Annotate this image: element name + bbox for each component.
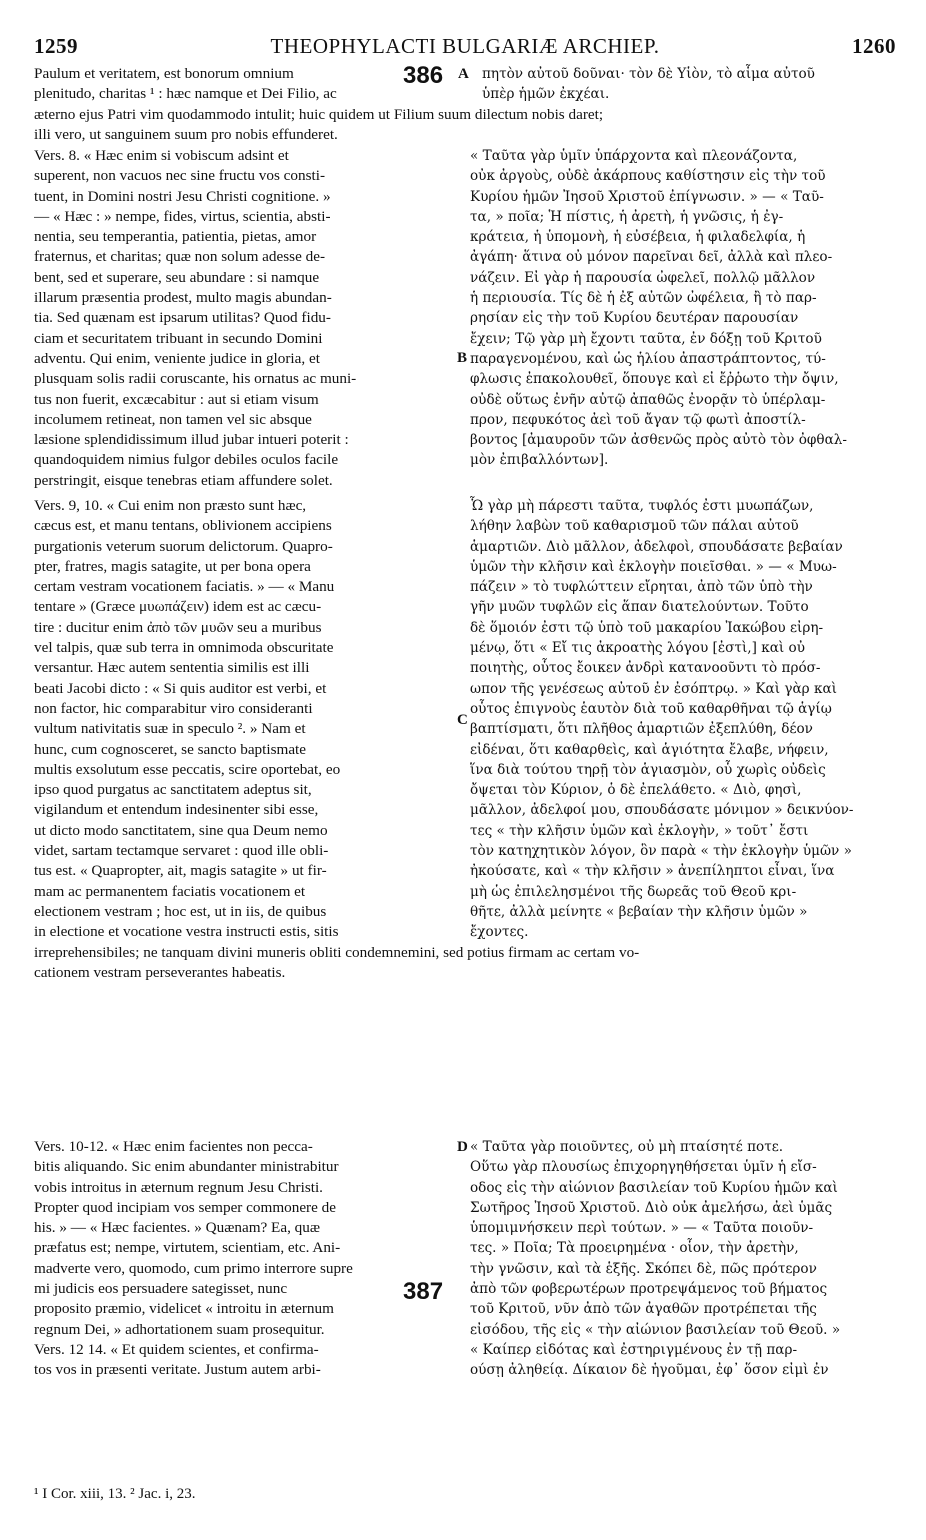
- text-line: irreprehensibiles; ne tanquam divini muneris obliti condemnemini, sed potius firmam ac certam vo-: [34, 943, 640, 961]
- top-greek-block: [482, 64, 906, 105]
- text-line: vobis introitus in æternum regnum Jesu Christi.: [34, 1178, 323, 1196]
- text-line: in electione et vocatione vestra instructi estis, sitis: [34, 923, 339, 941]
- text-line: οὐκ ἀργοὺς, οὐδὲ ἀκάρπους καθίστησιν εἰς τὴν τοῦ: [470, 168, 826, 185]
- text-line: perstringit, eisque tenebras etiam affundere solet.: [34, 471, 333, 489]
- text-line: vultum nativitatis suæ in speculo ². » Nam et: [34, 720, 306, 738]
- text-line: Κυρίου ἡμῶν Ἰησοῦ Χριστοῦ ἐπίγνωσιν. » — « Ταῦ-: [470, 188, 824, 205]
- section2-full-lines: [34, 943, 890, 984]
- text-line: ὑμῶν τὴν κλῆσιν καὶ ἐκλογὴν ποιεῖσθαι. » — « Μυω-: [470, 558, 837, 575]
- text-line: non factor, hic comparabitur viro consideranti: [34, 699, 313, 717]
- text-line: Ὧ γὰρ μὴ πάρεστι ταῦτα, τυφλός ἐστι μυωπάζων,: [470, 498, 814, 514]
- section3-latin: [34, 1137, 454, 1381]
- text-line: tuent, in Domini nostri Jesu Christi cognitione. »: [34, 187, 331, 205]
- text-line: οὗτος ἐπιγνοὺς ἑαυτὸν διὰ τοῦ καθαρθῆναι τῷ ἁγίῳ: [470, 700, 832, 717]
- text-line: purgationis veterum suorum delictorum. Quapro-: [34, 537, 333, 555]
- text-line: οὐδὲ οὕτως ἐνῆν αὐτῷ ἀπαθῶς ἐνορᾷν τὸ ὑπέρλαμ-: [470, 391, 826, 408]
- text-line: μένῳ, ὅτι « Εἴ τις ἀκροατὴς λόγου [ἐστὶ,] καὶ οὐ: [470, 640, 805, 657]
- text-line: πάζειν » τὸ τυφλώττειν εἴρηται, ἀπὸ τῶν ὑπὸ τὴν: [470, 579, 813, 596]
- text-line: regnum Dei, » adhortationem suam prosequitur.: [34, 1320, 325, 1338]
- text-line: incolumem retineat, non tamen vel sic absque: [34, 410, 312, 428]
- page-number-right: 1260: [852, 34, 896, 58]
- text-line: fraternus, et charitas; quæ non solum adesse de-: [34, 248, 326, 266]
- text-line: ἔχοντες.: [470, 924, 529, 941]
- text-line: cæcus est, et manu tentans, oblivionem accipiens: [34, 517, 332, 535]
- section2-latin: [34, 496, 454, 943]
- text-line: ipso quod purgatus ac sanctitatem adeptus sit,: [34, 781, 312, 799]
- text-line: ἁμαρτιῶν. Διὸ μᾶλλον, ἀδελφοὶ, σπουδάσατε βεβαίαν: [470, 538, 843, 555]
- text-line: ἠκούσατε, καὶ « τὴν κλῆσιν » ἀνεπίληπτοι εἶναι, ἵνα: [470, 863, 835, 880]
- text-line: μὸν ἐπιβαλλόντων].: [470, 452, 609, 469]
- text-line: ρησίαν εἰς τὴν τοῦ Κυρίου δευτέραν παρουσίαν: [470, 310, 799, 327]
- text-line: Vers. 9, 10. « Cui enim non præsto sunt hæc,: [34, 497, 307, 514]
- text-line: ούσῃ ἀληθείᾳ. Δίκαιον δὲ ἡγοῦμαι, ἐφ᾽ ὅσον εἰμὶ ἐν: [470, 1362, 829, 1379]
- text-line: εἰσόδου, τῆς εἰς « τὴν αἰώνιον βασιλείαν τοῦ Θεοῦ. »: [470, 1321, 841, 1338]
- margin-letter: C: [457, 712, 468, 728]
- text-line: vel talpis, quæ sub terra in omnimoda obscuritate: [34, 639, 334, 657]
- margin-letter: A: [458, 66, 469, 82]
- text-line: videt, sartam tectamque servaret : quod ille obli-: [34, 842, 329, 860]
- text-line: τα, » ποῖα; Ἡ πίστις, ἡ ἀρετὴ, ἡ γνῶσις, ἡ ἐγ-: [470, 208, 784, 225]
- text-line: cationem vestram perseverantes habeatis.: [34, 963, 286, 981]
- text-line: ὑπὲρ ἡμῶν ἐκχέαι.: [482, 86, 610, 103]
- text-line: ἀγάπη· ἅτινα οὐ μόνον παρεῖναι δεῖ, ἀλλὰ καὶ πλεο-: [470, 249, 833, 266]
- text-line: ἔχειν; Τῷ γὰρ μὴ ἔχοντι ταῦτα, ἐν δόξῃ τοῦ Κριτοῦ: [470, 330, 822, 347]
- running-header: [34, 34, 896, 60]
- text-line: δὲ ὅμοιόν ἐστι τῷ ὑπὸ τοῦ μακαρίου Ἰακώβου εἰρη-: [470, 619, 824, 636]
- text-line: βοντος [ἀμαυροῦν τῶν ἀσθενῶς πρὸς αὐτὸ τὸν ὀφθαλ-: [470, 432, 847, 449]
- text-line: ποιητὴς, οὗτος ἔοικεν ἀνδρὶ κατανοοῦντι τὸ πρόσ-: [470, 660, 821, 677]
- text-line: illi vero, ut sanguinem suum pro nobis effunderet.: [34, 125, 338, 143]
- text-line: quandoquidem nimius fulgor debiles oculos facile: [34, 451, 339, 469]
- text-line: læsione splendidissimum illud jubar intueri poterit :: [34, 431, 349, 449]
- column-number: 387: [403, 1278, 444, 1305]
- text-line: plenitudo, charitas ¹ : hæc namque et Dei Filio, ac: [34, 85, 337, 103]
- text-line: bent, sed et superare, seu abundare : si namque: [34, 268, 320, 286]
- page-number-left: 1259: [34, 34, 78, 58]
- text-line: nentia, seu temperantia, patientia, pietas, amor: [34, 228, 317, 246]
- text-line: παραγενομένου, καὶ ὡς ἡλίου ἀπαστράπτοντος, τύ-: [470, 350, 826, 367]
- text-line: adventu. Qui enim, veniente judice in gloria, et: [34, 349, 320, 367]
- column-number: 386: [403, 62, 444, 89]
- text-line: certam vestram vocationem faciatis. » — « Manu: [34, 578, 335, 596]
- text-line: bitis aliquando. Sic enim abundanter ministrabitur: [34, 1158, 339, 1176]
- text-line: superent, non vacuos nec sine fructu vos consti-: [34, 167, 326, 185]
- text-line: mam ac permanentem faciatis vocationem et: [34, 882, 306, 900]
- text-line: pter, fratres, magis satagite, ut per bona opera: [34, 557, 311, 575]
- section3-greek: [470, 1137, 894, 1381]
- text-line: Vers. 8. « Hæc enim si vobiscum adsint et: [34, 147, 289, 164]
- text-line: ὄψεται τὸν Κύριον, ὁ δὲ ἐπελάθετο. « Διὸ, φησὶ,: [470, 782, 802, 799]
- text-line: θῆτε, ἀλλὰ μείνητε « βεβαίαν τὴν κλῆσιν ὑμῶν »: [470, 903, 808, 920]
- text-line: ut dicto modo sanctitatem, sine qua Deum nemo: [34, 821, 328, 839]
- running-title: THEOPHYLACTI BULGARIÆ ARCHIEP.: [270, 34, 660, 58]
- text-line: tus est. « Quapropter, ait, magis satagite » ut fir-: [34, 862, 327, 880]
- text-line: Vers. 12 14. « Et quidem scientes, et confirma-: [34, 1340, 319, 1358]
- text-line: Propter quod incipiam vos semper commonere de: [34, 1198, 336, 1216]
- text-line: μὴ ὡς ἐπιλελησμένοι τῆς δωρεᾶς τοῦ Θεοῦ κρι-: [470, 883, 797, 900]
- text-line: mi judicis eos persuadere sategisset, nunc: [34, 1280, 288, 1298]
- text-line: plusquam solis radii coruscante, his ornatus ac muni-: [34, 370, 357, 388]
- text-line: multis exsolutum esse peccatis, scire oportebat, eo: [34, 760, 341, 778]
- text-line: vigilandum et entendum indesinenter sibi esse,: [34, 801, 319, 819]
- text-line: κράτεια, ἡ ὑπομονὴ, ἡ εὐσέβεια, ἡ φιλαδελφία, ἡ: [470, 229, 806, 246]
- text-line: τες « τὴν κλῆσιν ὑμῶν καὶ ἐκλογὴν, » τοῦτ᾽ ἔστι: [470, 822, 809, 839]
- text-line: illarum præsentia prodest, multo magis abundan-: [34, 289, 332, 307]
- text-line: ἡ περιουσία. Τίς δὲ ἡ ἐξ αὐτῶν ὠφέλεια, ἢ τὸ παρ-: [470, 290, 817, 307]
- text-line: βαπτίσματι, ὅτι πλῆθος ἁμαρτιῶν ἐξεπλύθη, δέον: [470, 721, 813, 738]
- text-line: « Καίπερ εἰδότας καὶ ἐστηριγμένους ἐν τῇ παρ-: [470, 1341, 798, 1358]
- text-line: tire : ducitur enim ἀπὸ τῶν μυῶν seu a muribus: [34, 618, 322, 636]
- text-line: φλωσις ἐπακολουθεῖ, ὅπουγε καὶ εἰ ἔῤῥωτο τὴν ὄψιν,: [470, 371, 839, 388]
- text-line: νάζειν. Εἰ γὰρ ἡ παρουσία ὠφελεῖ, πολλῷ μᾶλλον: [470, 269, 816, 286]
- text-line: προν, πεφυκότος ἀεὶ τοῦ ἄγαν τῷ φωτὶ ἀποστίλ-: [470, 411, 806, 428]
- text-line: præfatus est; nempe, virtutem, scientiam, etc. Ani-: [34, 1239, 341, 1257]
- text-line: madverte vero, quomodo, cum primo interrore supre: [34, 1259, 353, 1277]
- text-line: electionem vestram ; hoc est, ut in iis, de quibus: [34, 902, 327, 920]
- text-line: λήθην λαβὼν τοῦ καθαρισμοῦ τῶν πάλαι αὐτοῦ: [470, 518, 799, 535]
- text-line: ἀπὸ τῶν φοβερωτέρων προτρεψάμενος τοῦ βήματος: [470, 1281, 828, 1298]
- footnotes: ¹ I Cor. xiii, 13. ² Jac. i, 23.: [34, 1486, 196, 1502]
- text-line: τὸν κατηχητικὸν λόγον, ὃν παρὰ « τὴν ἐκλογὴν ὑμῶν »: [470, 843, 852, 860]
- text-line: Οὕτω γὰρ πλουσίως ἐπιχορηγηθήσεται ὑμῖν ἡ εἴσ-: [470, 1159, 817, 1176]
- text-line: ciam et securitatem tribuant in secundo Domini: [34, 329, 323, 347]
- text-line: ἵνα διὰ τούτου τηρῇ τὸν ἁγιασμὸν, οὗ χωρὶς οὐδεὶς: [470, 761, 826, 778]
- text-line: ὑπομιμνήσκειν περὶ τούτων. » — « Ταῦτα ποιοῦν-: [470, 1220, 814, 1237]
- section1-greek: [470, 146, 894, 471]
- text-line: tus non fuerit, excæcabitur : aut si etiam visum: [34, 390, 319, 408]
- text-line: Σωτῆρος Ἰησοῦ Χριστοῦ. Διὸ οὐκ ἀμελήσω, ἀεὶ ὑμᾶς: [470, 1199, 833, 1216]
- text-line: tos vos in præsenti veritate. Justum autem arbi-: [34, 1361, 321, 1379]
- text-line: ωπον τῆς γενέσεως αὐτοῦ ἐν ἐσόπτρῳ. » Καὶ γὰρ καὶ: [470, 680, 837, 697]
- text-line: Vers. 10-12. « Hæc enim facientes non pecca-: [34, 1138, 313, 1155]
- text-line: τες. » Ποῖα; Τὰ προειρημένα · οἷον, τὴν ἀρετὴν,: [470, 1240, 799, 1257]
- text-line: beati Jacobi dicto : « Si quis auditor est verbi, et: [34, 679, 327, 697]
- text-line: τοῦ Κριτοῦ, νῦν ἀπὸ τῶν ἀγαθῶν προτρέπεται τῆς: [470, 1301, 817, 1318]
- text-line: τὴν γνῶσιν, καὶ τὰ ἑξῆς. Σκόπει δὲ, πῶς πρότερον: [470, 1260, 817, 1277]
- section1-latin: [34, 146, 454, 491]
- text-line: æterno ejus Patri vim quodammodo intulit; huic quidem ut Filium suum dilectum nobis daret;: [34, 105, 604, 123]
- text-line: οδος εἰς τὴν αἰώνιον βασιλείαν τοῦ Κυρίου ἡμῶν καὶ: [470, 1179, 838, 1196]
- text-line: « Ταῦτα γὰρ ὑμῖν ὑπάρχοντα καὶ πλεονάζοντα,: [470, 148, 798, 164]
- text-line: εἰδέναι, ὅτι καθαρθεὶς, καὶ ἁγιότητα ἔλαβε, νήφειν,: [470, 741, 829, 758]
- text-line: versantur. Hæc autem sententia similis est illi: [34, 659, 310, 677]
- text-line: « Ταῦτα γὰρ ποιοῦντες, οὐ μὴ πταίσητέ ποτε.: [470, 1139, 784, 1155]
- margin-letter: D: [457, 1139, 468, 1155]
- margin-letter: B: [457, 350, 468, 366]
- text-line: πητὸν αὐτοῦ δοῦναι· τὸν δὲ Υἱὸν, τὸ αἷμα αὐτοῦ: [482, 66, 815, 82]
- text-line: tentare » (Græce μυωπάζειν) idem est ac cæcu-: [34, 598, 322, 616]
- text-line: μᾶλλον, ἀδελφοί μου, σπουδάσατε μόνιμον » δεικνύον-: [470, 802, 854, 819]
- text-line: γῆν μυῶν τυφλῶν εἰς ἅπαν διατελούντων. Τοῦτο: [470, 599, 809, 616]
- text-line: Paulum et veritatem, est bonorum omnium: [34, 65, 294, 82]
- text-line: — « Hæc : » nempe, fides, virtus, scientia, absti-: [34, 207, 331, 225]
- text-line: proposito præmio, videlicet « introitu in æternum: [34, 1300, 334, 1318]
- section2-greek: [470, 496, 894, 943]
- text-line: his. » — « Hæc facientes. » Quænam? Ea, quæ: [34, 1219, 320, 1237]
- text-line: tia. Sed quænam est ipsarum utilitas? Quod fidu-: [34, 309, 331, 327]
- text-line: hunc, cum cognosceret, se sancto baptismate: [34, 740, 307, 758]
